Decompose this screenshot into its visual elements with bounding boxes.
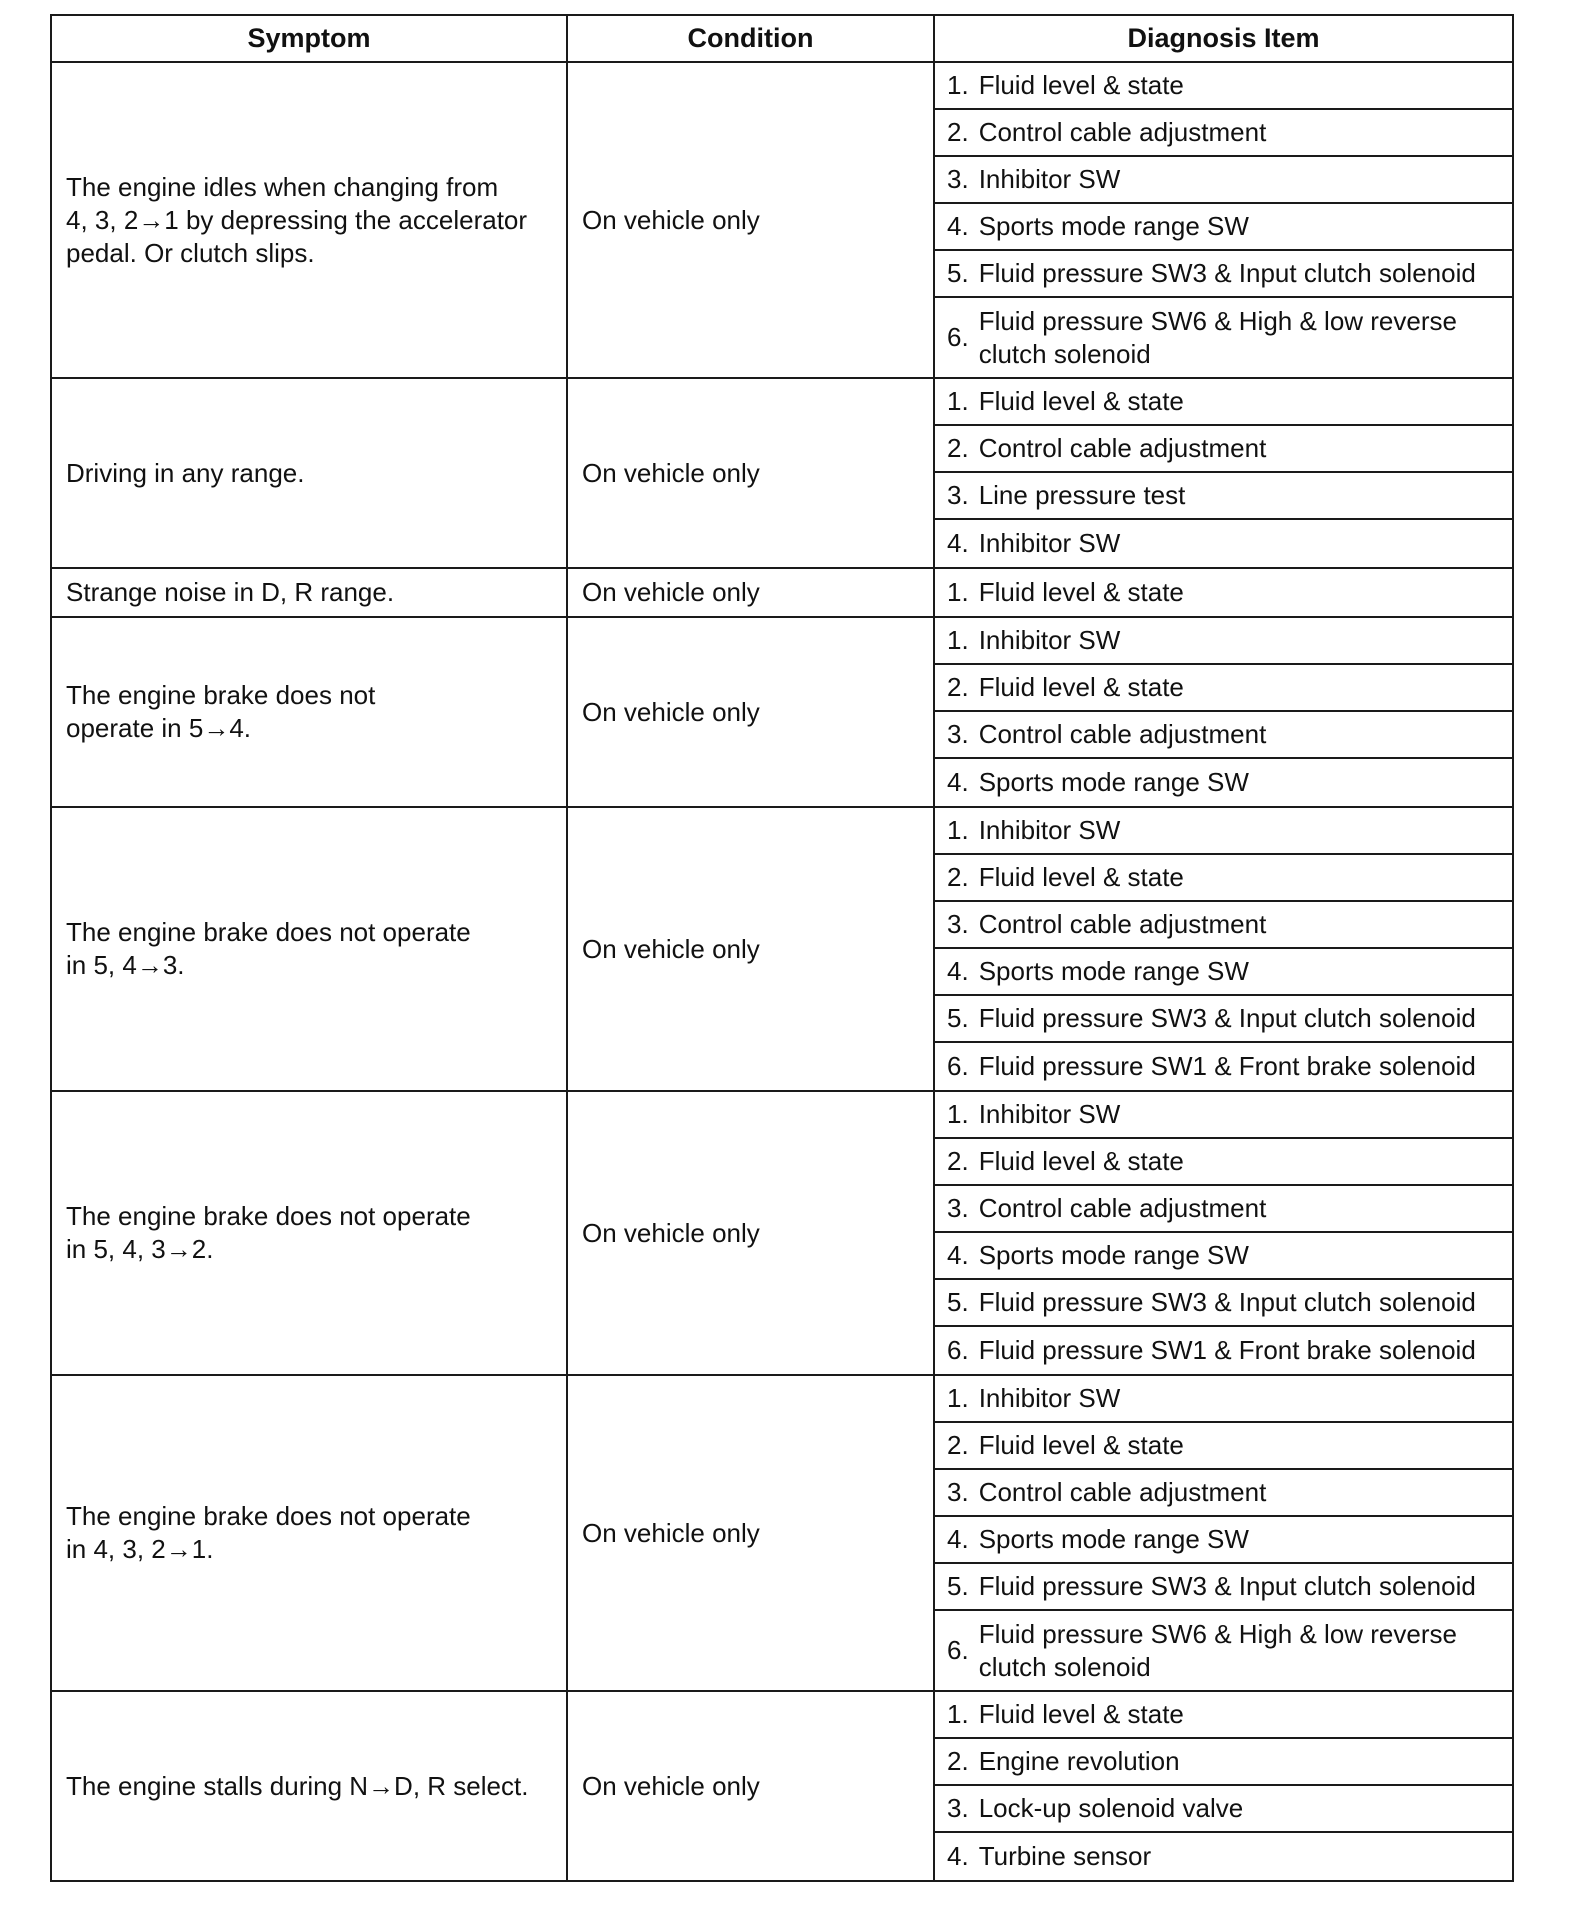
item-text: Fluid level & state xyxy=(978,1699,1184,1729)
item-number: 1. xyxy=(947,815,969,845)
item-text: Fluid level & state xyxy=(978,577,1184,607)
table-row xyxy=(51,1691,1513,1881)
symptom-cell xyxy=(51,807,567,1091)
diagnosis-item xyxy=(935,157,1512,204)
diagnosis-item xyxy=(935,1186,1512,1233)
diagnosis-item xyxy=(935,1280,1512,1327)
item-text: Sports mode range SW xyxy=(978,211,1249,241)
symptom-cell xyxy=(51,1091,567,1375)
item-text: Fluid level & state xyxy=(978,1430,1184,1460)
diagnosis-item xyxy=(935,379,1512,426)
diagnosis-table xyxy=(50,14,1514,1882)
item-text: Fluid pressure SW3 & Input clutch solenoid xyxy=(978,1003,1476,1033)
condition-cell xyxy=(567,568,934,617)
item-number: 4. xyxy=(947,1240,969,1270)
symptom-cell xyxy=(51,378,567,568)
diagnosis-item xyxy=(935,63,1512,110)
item-number: 3. xyxy=(947,1793,969,1823)
table-row xyxy=(51,1375,1513,1691)
item-number: 2. xyxy=(947,117,969,147)
symptom-cell xyxy=(51,568,567,617)
diagnosis-item xyxy=(935,520,1512,567)
item-text: Control cable adjustment xyxy=(978,909,1267,939)
header-row xyxy=(51,15,1513,62)
item-text: Control cable adjustment xyxy=(978,433,1267,463)
item-text: Inhibitor SW xyxy=(978,1099,1121,1129)
symptom-cell xyxy=(51,617,567,807)
condition-text: On vehicle only xyxy=(582,696,760,727)
symptom-text: The engine brake does not operate in 4, 3, 2→1. xyxy=(66,1501,471,1564)
item-number: 4. xyxy=(947,211,969,241)
table-row xyxy=(51,807,1513,1091)
item-text: Fluid pressure SW3 & Input clutch solenoid xyxy=(978,1571,1476,1601)
diagnosis-item-header: Diagnosis Item xyxy=(934,15,1513,62)
item-number: 6. xyxy=(947,322,969,352)
item-text: Inhibitor SW xyxy=(978,1383,1121,1413)
item-text: Fluid level & state xyxy=(978,386,1184,416)
item-number: 3. xyxy=(947,1477,969,1507)
condition-header: Condition xyxy=(567,15,934,62)
item-text: Fluid pressure SW1 & Front brake solenoid xyxy=(978,1335,1476,1365)
item-text: Sports mode range SW xyxy=(978,1524,1249,1554)
item-text: Fluid pressure SW3 & Input clutch solenoid xyxy=(978,1287,1476,1317)
item-text: Turbine sensor xyxy=(978,1841,1152,1871)
item-text: Fluid level & state xyxy=(978,1146,1184,1176)
item-text: Inhibitor SW xyxy=(978,815,1121,845)
symptom-header: Symptom xyxy=(51,15,567,62)
condition-text: On vehicle only xyxy=(582,1770,760,1801)
table-row xyxy=(51,617,1513,807)
diagnosis-item xyxy=(935,665,1512,712)
item-number: 2. xyxy=(947,1146,969,1176)
item-number: 1. xyxy=(947,577,969,607)
diagnosis-item xyxy=(935,1423,1512,1470)
diagnosis-item xyxy=(935,1327,1512,1374)
diagnosis-item xyxy=(935,1233,1512,1280)
table-row xyxy=(51,568,1513,617)
diagnosis-item xyxy=(935,902,1512,949)
item-number: 2. xyxy=(947,862,969,892)
symptom-cell xyxy=(51,1691,567,1881)
item-number: 2. xyxy=(947,672,969,702)
table-row xyxy=(51,62,1513,378)
item-number: 5. xyxy=(947,1287,969,1317)
diagnosis-item xyxy=(935,298,1512,377)
diagnosis-items-cell xyxy=(934,807,1513,1091)
item-number: 5. xyxy=(947,1571,969,1601)
diagnosis-item xyxy=(935,473,1512,520)
item-number: 4. xyxy=(947,1524,969,1554)
diagnosis-item xyxy=(935,1611,1512,1690)
condition-cell xyxy=(567,1375,934,1691)
item-number: 5. xyxy=(947,1003,969,1033)
item-number: 5. xyxy=(947,258,969,288)
item-number: 2. xyxy=(947,1430,969,1460)
diagnosis-items-cell xyxy=(934,1091,1513,1375)
condition-text: On vehicle only xyxy=(582,1517,760,1548)
item-number: 4. xyxy=(947,1841,969,1871)
item-number: 1. xyxy=(947,386,969,416)
item-number: 1. xyxy=(947,1383,969,1413)
condition-text: On vehicle only xyxy=(582,204,760,235)
item-number: 1. xyxy=(947,1099,969,1129)
item-number: 2. xyxy=(947,1746,969,1776)
diagnosis-item xyxy=(935,712,1512,759)
diagnosis-item xyxy=(935,759,1512,806)
diagnosis-item xyxy=(935,1692,1512,1739)
condition-cell xyxy=(567,1091,934,1375)
item-text: Lock-up solenoid valve xyxy=(978,1793,1244,1823)
item-text: Fluid pressure SW6 & High & low reverse clutch solenoid xyxy=(978,1618,1457,1682)
diagnosis-items-cell xyxy=(934,1375,1513,1691)
item-number: 1. xyxy=(947,625,969,655)
item-text: Fluid level & state xyxy=(978,862,1184,892)
diagnosis-items-cell xyxy=(934,378,1513,568)
symptom-cell xyxy=(51,62,567,378)
diagnosis-item xyxy=(935,426,1512,473)
condition-text: On vehicle only xyxy=(582,577,760,607)
symptom-text: The engine brake does not operate in 5→4. xyxy=(66,680,376,743)
symptom-text: Driving in any range. xyxy=(66,457,305,488)
diagnosis-item xyxy=(935,1092,1512,1139)
item-number: 1. xyxy=(947,70,969,100)
diagnosis-item xyxy=(935,569,1512,616)
diagnosis-item xyxy=(935,1564,1512,1611)
condition-cell xyxy=(567,617,934,807)
item-text: Fluid pressure SW3 & Input clutch solenoid xyxy=(978,258,1476,288)
condition-cell xyxy=(567,1691,934,1881)
symptom-text: The engine brake does not operate in 5, 4→3. xyxy=(66,917,471,980)
symptom-cell xyxy=(51,1375,567,1691)
item-number: 3. xyxy=(947,480,969,510)
diagnosis-item xyxy=(935,1470,1512,1517)
diagnosis-items-cell xyxy=(934,617,1513,807)
item-number: 3. xyxy=(947,719,969,749)
diagnosis-items-cell xyxy=(934,568,1513,617)
condition-text: On vehicle only xyxy=(582,457,760,488)
diagnosis-item xyxy=(935,110,1512,157)
item-text: Fluid pressure SW6 & High & low reverse clutch solenoid xyxy=(978,305,1457,369)
item-text: Fluid pressure SW1 & Front brake solenoid xyxy=(978,1051,1476,1081)
symptom-text: The engine idles when changing from 4, 3, 2→1 by depressing the accelerator pedal. Or clutch slips. xyxy=(66,171,528,268)
item-number: 6. xyxy=(947,1335,969,1365)
symptom-text: Strange noise in D, R range. xyxy=(66,577,395,607)
item-text: Control cable adjustment xyxy=(978,1477,1267,1507)
item-number: 3. xyxy=(947,909,969,939)
item-number: 1. xyxy=(947,1699,969,1729)
item-number: 6. xyxy=(947,1051,969,1081)
diagnosis-items-cell xyxy=(934,62,1513,378)
item-number: 6. xyxy=(947,1635,969,1665)
item-text: Inhibitor SW xyxy=(978,625,1121,655)
condition-cell xyxy=(567,62,934,378)
diagnosis-item xyxy=(935,204,1512,251)
table-body xyxy=(51,62,1513,1881)
item-text: Engine revolution xyxy=(978,1746,1180,1776)
item-text: Line pressure test xyxy=(978,480,1186,510)
item-text: Control cable adjustment xyxy=(978,117,1267,147)
item-number: 4. xyxy=(947,767,969,797)
item-text: Control cable adjustment xyxy=(978,719,1267,749)
diagnosis-item xyxy=(935,949,1512,996)
diagnosis-item xyxy=(935,1517,1512,1564)
diagnosis-item xyxy=(935,1043,1512,1090)
item-text: Fluid level & state xyxy=(978,70,1184,100)
condition-text: On vehicle only xyxy=(582,933,760,964)
item-number: 3. xyxy=(947,164,969,194)
diagnosis-item xyxy=(935,855,1512,902)
item-text: Control cable adjustment xyxy=(978,1193,1267,1223)
item-text: Fluid level & state xyxy=(978,672,1184,702)
condition-cell xyxy=(567,378,934,568)
item-text: Sports mode range SW xyxy=(978,767,1249,797)
item-text: Inhibitor SW xyxy=(978,164,1121,194)
table-row xyxy=(51,1091,1513,1375)
diagnosis-item xyxy=(935,996,1512,1043)
diagnosis-item xyxy=(935,1786,1512,1833)
diagnosis-item xyxy=(935,251,1512,298)
symptom-text: The engine brake does not operate in 5, 4, 3→2. xyxy=(66,1201,471,1264)
diagnosis-item xyxy=(935,1139,1512,1186)
table-row xyxy=(51,378,1513,568)
diagnosis-item xyxy=(935,808,1512,855)
diagnosis-items-cell xyxy=(934,1691,1513,1881)
item-text: Sports mode range SW xyxy=(978,1240,1249,1270)
item-text: Inhibitor SW xyxy=(978,528,1121,558)
diagnosis-item xyxy=(935,1833,1512,1880)
diagnosis-item xyxy=(935,1739,1512,1786)
condition-cell xyxy=(567,807,934,1091)
item-number: 2. xyxy=(947,433,969,463)
condition-text: On vehicle only xyxy=(582,1217,760,1248)
item-text: Sports mode range SW xyxy=(978,956,1249,986)
item-number: 4. xyxy=(947,528,969,558)
item-number: 3. xyxy=(947,1193,969,1223)
diagnosis-item xyxy=(935,1376,1512,1423)
diagnosis-item xyxy=(935,618,1512,665)
item-number: 4. xyxy=(947,956,969,986)
symptom-text: The engine stalls during N→D, R select. xyxy=(66,1770,529,1801)
